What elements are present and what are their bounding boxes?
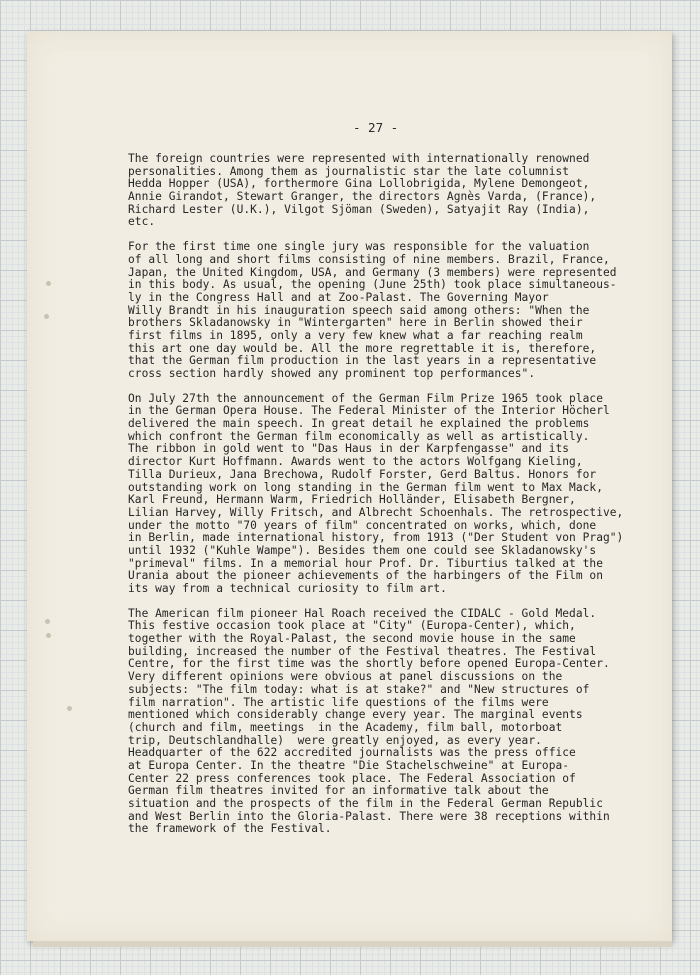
text-line: until 1932 ("Kuhle Wampe"). Besides them one could see Skladanowsky's [128,543,597,557]
punch-mark [67,706,72,711]
text-line: situation and the prospects of the film in the Federal German Republic [128,797,603,810]
text-line: German film theatres invited for an informative talk about the [128,784,549,798]
text-line: director Kurt Hoffmann. Awards went to the actors Wolfgang Kieling, [128,455,583,469]
text-line: For the first time one single jury was responsible for the valuation [128,240,590,254]
text-line: together with the Royal-Palast, the second movie house in the same [128,632,576,646]
text-line: etc. [128,215,156,229]
text-line: (church and film, meetings in the Academy, film ball, motorboat [128,720,563,734]
text-line: in the German Opera House. The Federal Minister of the Interior Höcherl [128,404,610,418]
text-line: at Europa Center. In the theatre "Die Stachelschweine" at Europa- [128,758,570,772]
text-line: of all long and short films consisting of nine members. Brazil, France, [128,252,610,266]
document-body [128,153,663,848]
text-line: Headquarter of the 622 accredited journalists was the press office [128,746,576,760]
text-line: trip, Deutschlandhalle) were greatly enjoyed, as every year. [128,733,542,747]
text-line: Tilla Durieux, Jana Brechowa, Rudolf Forster, Gerd Baltus. Honors for [128,467,597,481]
text-line: subjects: "The film today: what is at stake?" and "New structures of [128,682,590,696]
page-number: - 27 - [353,120,399,135]
text-line: The American film pioneer Hal Roach received the CIDALC - Gold Medal. [128,606,597,620]
text-line: the framework of the Festival. [128,822,332,836]
text-line: Richard Lester (U.K.), Vilgot Sjöman (Sweden), Satyajit Ray (India), [128,202,590,216]
text-line: film narration". The artistic life questions of the films were [128,695,549,709]
text-line: cross section hardly showed any prominent top performances". [128,367,536,380]
text-line: that the German film production in the last years in a representative [128,354,597,368]
text-line: Center 22 press conferences took place. The Federal Association of [128,771,576,785]
text-line: in Berlin, made international history, from 1913 ("Der Student von Prag") [128,531,624,545]
text-line: "primeval" films. In a memorial hour Prof. Dr. Tiburtius talked at the [128,556,603,570]
text-line: The ribbon in gold went to "Das Haus in der Karpfengasse" and its [128,442,570,456]
text-line: Urania about the pioneer achievements of the harbingers of the Film on [128,569,603,583]
punch-mark [46,633,51,638]
text-line: This festive occasion took place at "City" (Europa-Center), which, [128,619,576,633]
paragraph [128,393,663,596]
text-line: Lilian Harvey, Willy Fritsch, and Albrecht Schoenhals. The retrospective, [128,505,624,519]
text-line: Karl Freund, Hermann Warm, Friedrich Holländer, Elisabeth Bergner, [128,493,576,507]
paragraph [128,153,663,229]
text-line: The foreign countries were represented with internationally renowned [128,152,590,165]
text-line: first films in 1895, only a very few knew what a far reaching realm [128,328,583,342]
text-line: personalities. Among them as journalistic star the late columnist [128,164,570,178]
text-line: Very different opinions were obvious at panel discussions on the [128,670,563,684]
paragraph [128,241,663,381]
text-line: in this body. As usual, the opening (June 25th) took place simultaneous- [128,278,617,292]
punch-mark [44,314,49,319]
text-line: this art one day would be. All the more regrettable it is, therefore, [128,341,597,355]
text-line: Japan, the United Kingdom, USA, and Germany (3 members) were represented [128,265,617,279]
text-line: Willy Brandt in his inauguration speech said among others: "When the [128,303,590,317]
text-line: brothers Skladanowsky in "Wintergarten" here in Berlin showed their [128,316,583,330]
text-line: ly in the Congress Hall and at Zoo-Palast. The Governing Mayor [128,290,549,304]
text-line: Centre, for the first time was the shortly before opened Europa-Center. [128,657,610,671]
paragraph [128,608,663,836]
text-line: under the motto "70 years of film" concentrated on works, which, done [128,518,597,532]
text-line: mentioned which considerably change every year. The marginal events [128,708,583,722]
text-line: its way from a technical curiosity to film art. [128,582,447,595]
text-line: and West Berlin into the Gloria-Palast. There were 38 receptions within [128,809,610,823]
text-line: Hedda Hopper (USA), forthermore Gina Lollobrigida, Mylene Demongeot, [128,177,590,191]
text-line: outstanding work on long standing in the German film went to Max Mack, [128,480,603,494]
text-line: delivered the main speech. In great detail he explained the problems [128,417,590,431]
text-line: which confront the German film economically as well as artistically. [128,429,590,443]
text-line: building, increased the number of the Festival theatres. The Festival [128,644,597,658]
punch-mark [46,281,51,286]
text-line: Annie Girandot, Stewart Granger, the directors Agnès Varda, (France), [128,190,597,204]
punch-mark [45,619,50,624]
text-line: On July 27th the announcement of the German Film Prize 1965 took place [128,391,603,405]
